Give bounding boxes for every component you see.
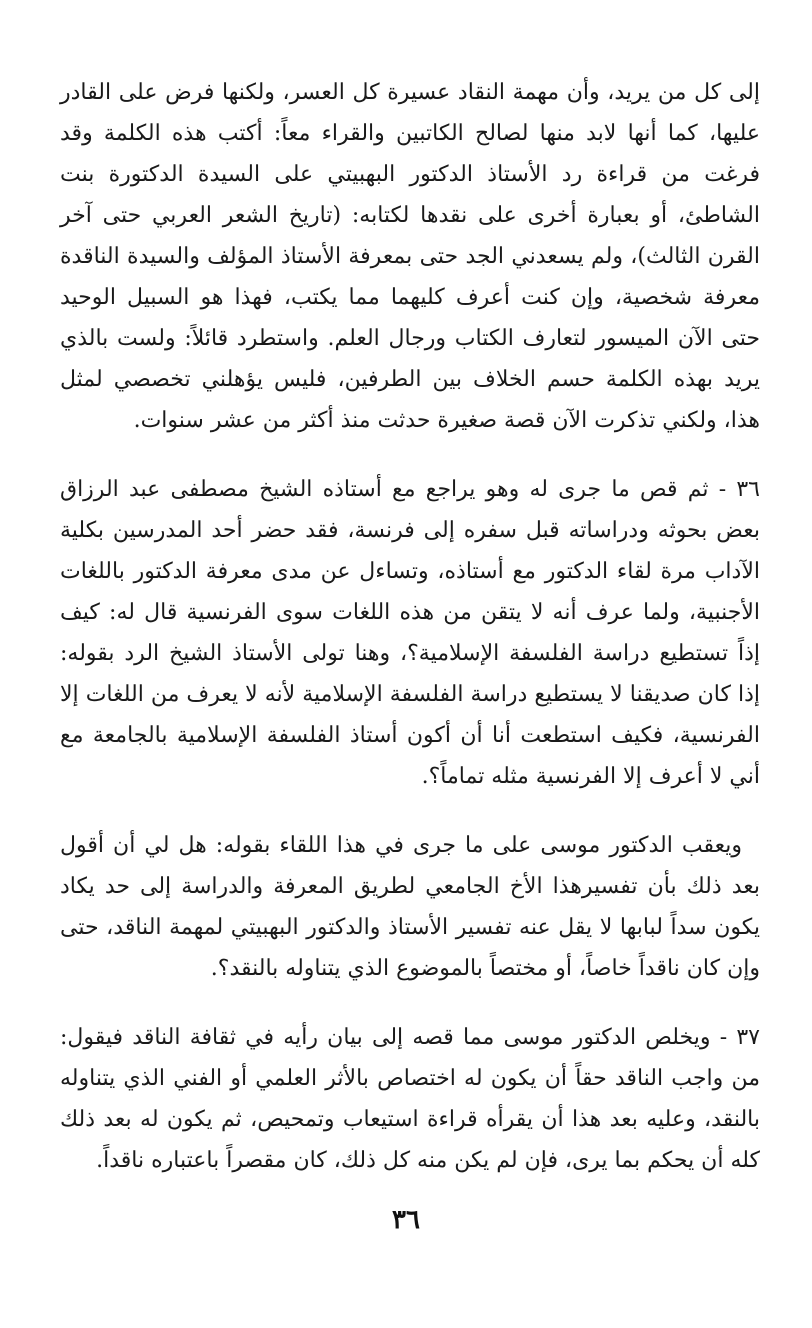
paragraph-2: ٣٦ - ثم قص ما جرى له وهو يراجع مع أستاذه الشيخ مصطفى عبد الرزاق بعض بحوثه ودراساته قبل سفره إلى فرنسة، فقد حضر أحد المدرسين بكلية الآداب مرة لقاء الدكتور مع أستاذه، وتساءل عن مدى معرفة الدكتور باللغات الأجنبية، ولما عرف أنه لا يتقن من هذه اللغات سوى الفرنسية قال له: كيف إذاً تستطيع دراسة الفلسفة الإسلامية؟، وهنا تولى الأستاذ الشيخ الرد بقوله: إذا كان صديقنا لا يستطيع دراسة الفلسفة الإسلامية لأنه لا يعرف من اللغات إلا الفرنسية، فكيف استطعت أنا أن أكون أستاذ الفلسفة الإسلامية بالجامعة مع أني لا أعرف إلا الفرنسية مثله تماماً؟.: [60, 477, 760, 789]
page-number: ٣٦: [392, 1205, 420, 1235]
paragraph-4: ٣٧ - ويخلص الدكتور موسى مما قصه إلى بيان رأيه في ثقافة الناقد فيقول: من واجب الناقد حقاً أن يكون له اختصاص بالأثر العلمي أو الفني الذي يتناوله بالنقد، وعليه بعد هذا أن يقرأه قراءة استيعاب وتمحيص، ثم يكون له بعد ذلك كله أن يحكم بما يرى، فإن لم يكن منه كل ذلك، كان مقصراً باعتباره ناقداً.: [60, 1025, 760, 1173]
page-body: [60, 72, 760, 1209]
paragraph-3: ويعقب الدكتور موسى على ما جرى في هذا اللقاء بقوله: هل لي أن أقول بعد ذلك بأن تفسيرهذا الأخ الجامعي لطريق المعرفة والدراسة إلى حد يكاد يكون سداً لبابها لا يقل عنه تفسير الأستاذ والدكتور البهبيتي لمهمة الناقد، حتى وإن كان ناقداً خاصاً، أو مختصاً بالموضوع الذي يتناوله بالنقد؟.: [60, 833, 760, 981]
paragraph-1: إلى كل من يريد، وأن مهمة النقاد عسيرة كل العسر، ولكنها فرض على القادر عليها، كما أنها لابد منها لصالح الكاتبين والقراء معاً: أكتب هذه الكلمة وقد فرغت من قراءة رد الأستاذ الدكتور البهبيتي على السيدة الدكتورة بنت الشاطئ، أو بعبارة أخرى على نقدها لكتابه: (تاريخ الشعر العربي حتى آخر القرن الثالث)، ولم يسعدني الجد حتى بمعرفة الأستاذ المؤلف والسيدة الناقدة معرفة شخصية، وإن كنت أعرف كليهما مما يكتب، فهذا هو السبيل الوحيد حتى الآن الميسور لتعارف الكتاب ورجال العلم. واستطرد قائلاً: ولست بالذي يريد بهذه الكلمة حسم الخلاف بين الطرفين، فليس يؤهلني تخصصي لمثل هذا، ولكني تذكرت الآن قصة صغيرة حدثت منذ أكثر من عشر سنوات.: [60, 80, 760, 433]
